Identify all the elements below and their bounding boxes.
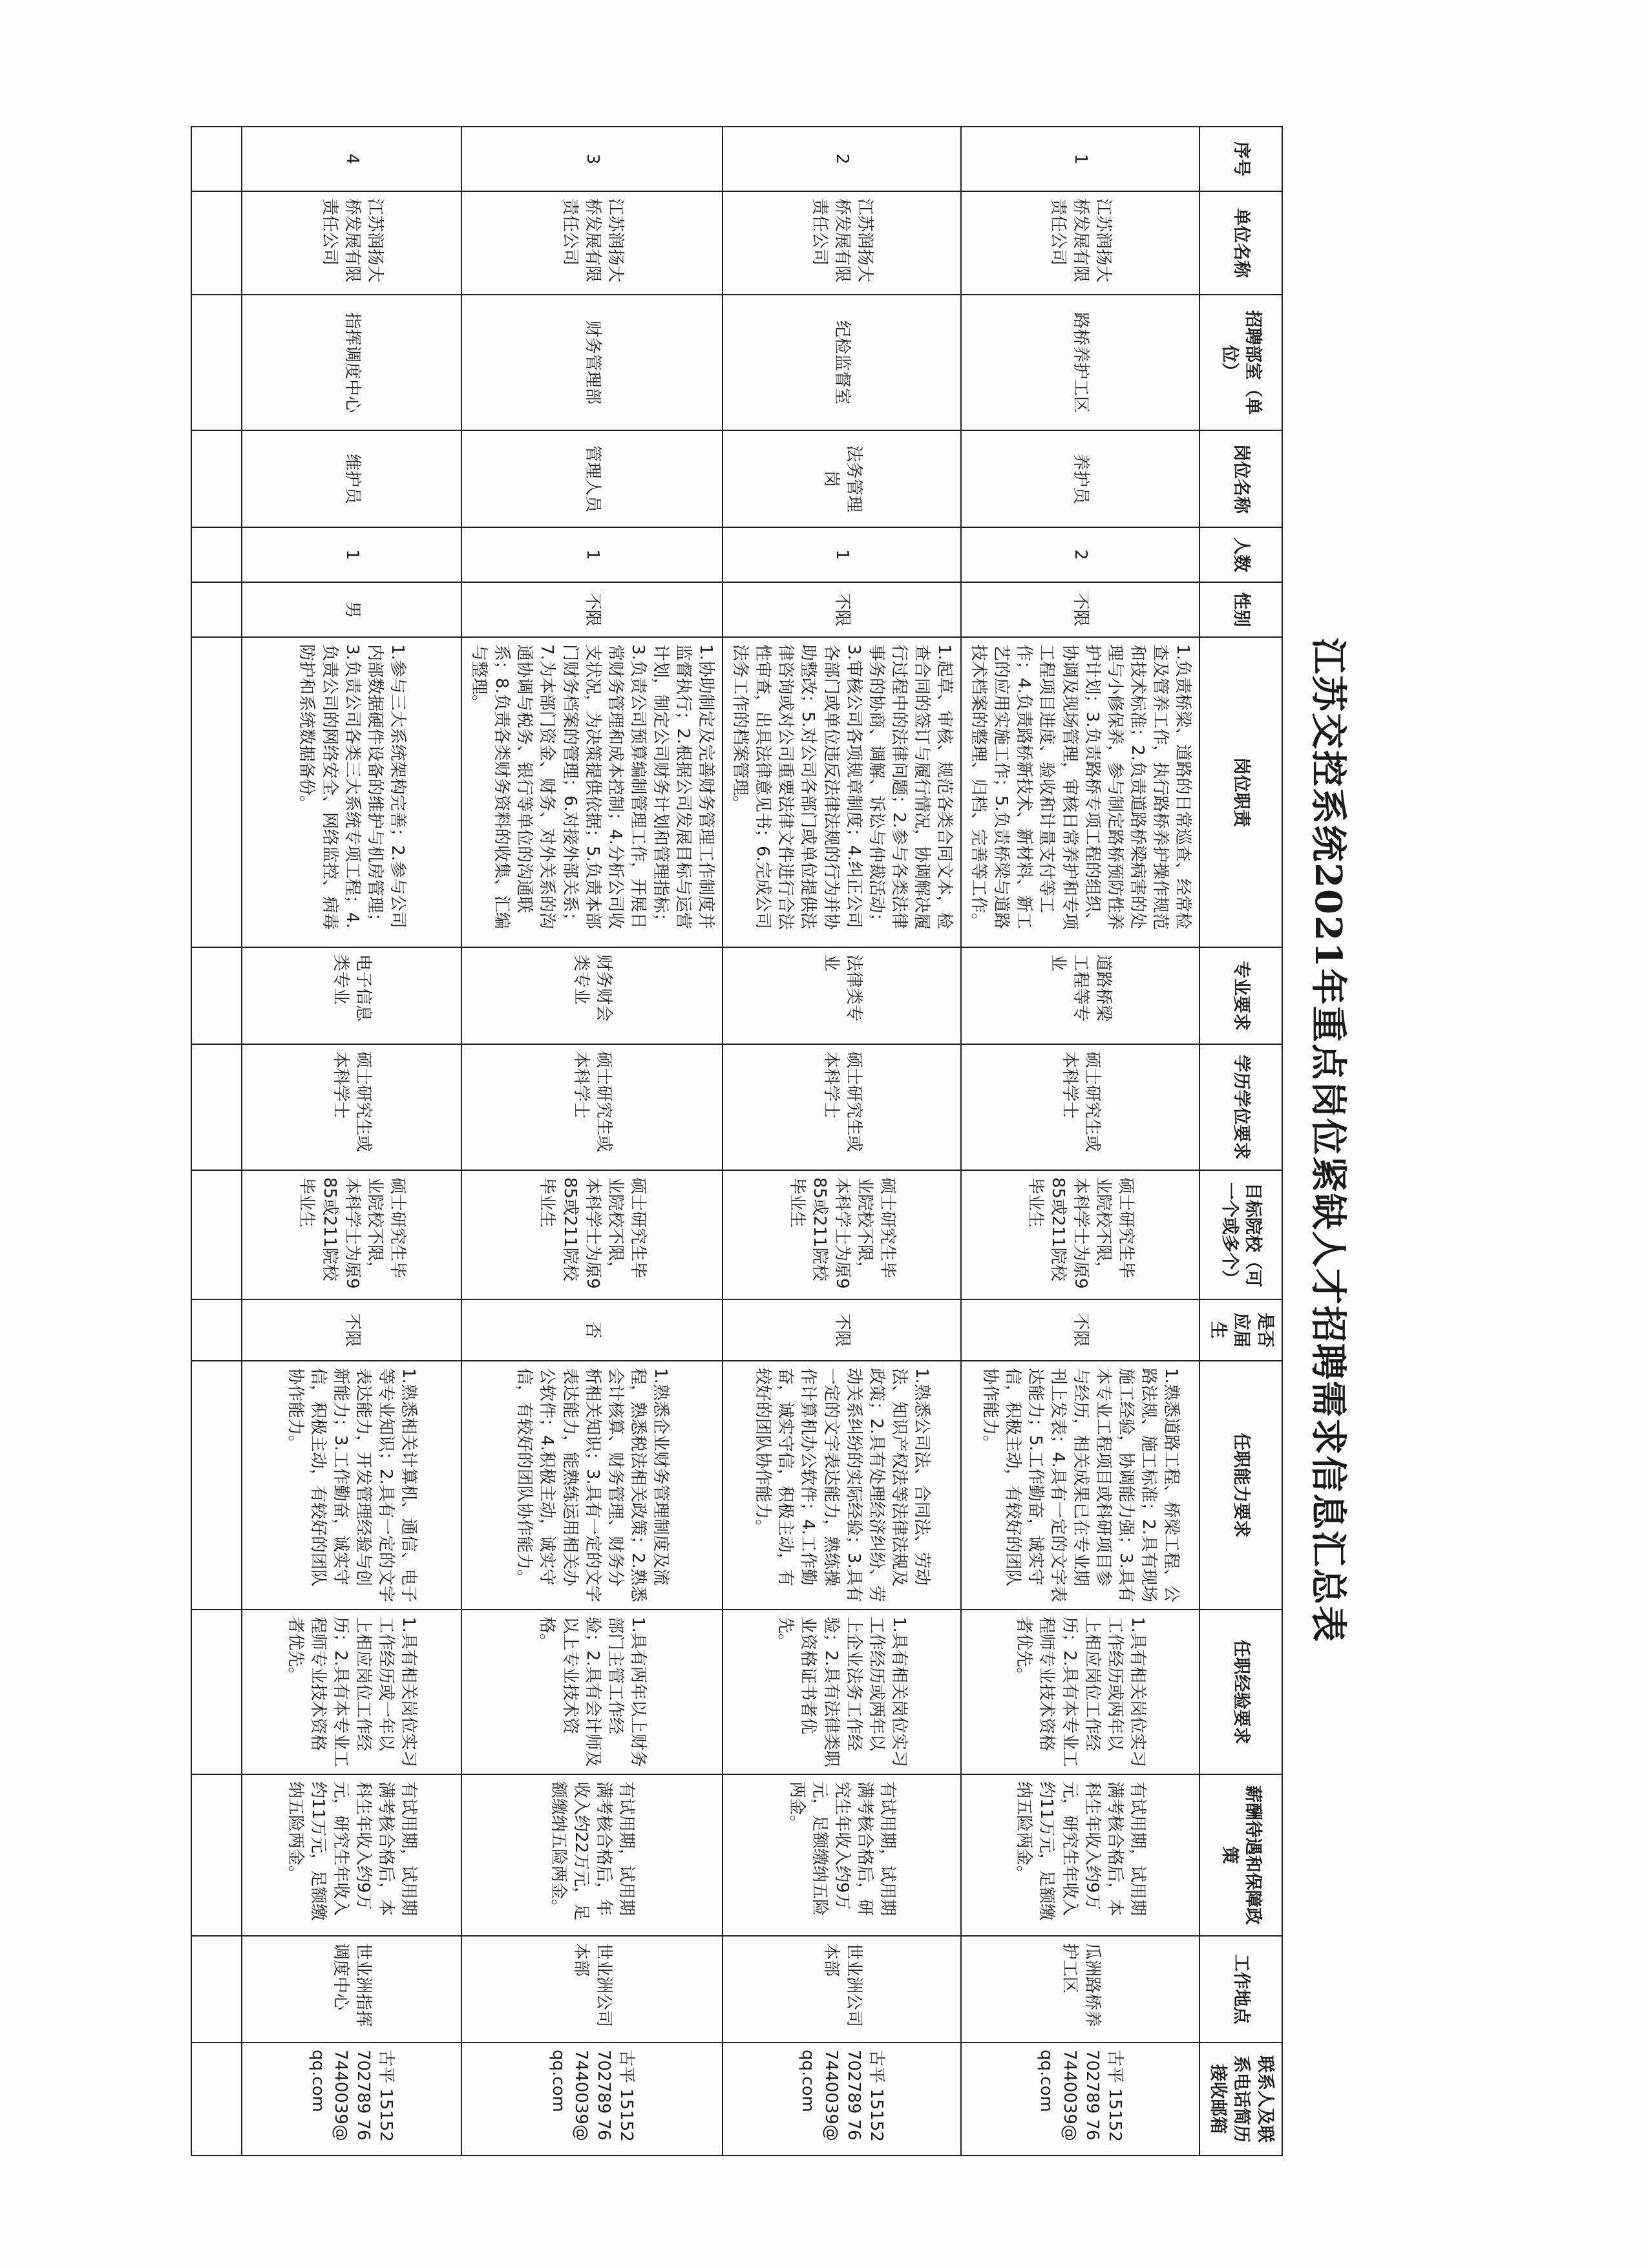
empty-cell [191,1936,242,2042]
cell-duties: 1.协助制定及完善财务管理工作制度并监督执行；2.根据公司发展目标与运营计划，制定公司财务计划和管理指标；3.负责公司预算编制管理工作，开展日常财务管理和成本控制；4.分析公司收支状况，为决策提供依据；5.负责本部门财务档案的管理；6.对接外部关系；7.为本部门资金、财务、对外关系的沟通协调与税务、银行等单位的沟通联系；8.负责各类财务资料的收集、汇编与整理。 [461,637,723,947]
header-salary: 薪酬待遇和保障政策 [1199,1774,1282,1936]
cell-degree: 硕士研究生或本科学士 [242,1044,461,1170]
empty-cell [191,527,242,582]
cell-position: 法务管理岗 [723,430,961,527]
header-unit: 单位名称 [1199,191,1282,295]
header-degree: 学历学位要求 [1199,1044,1282,1170]
cell-major: 法律类专业 [723,947,961,1044]
cell-position: 养护员 [961,430,1199,527]
cell-duties: 1.负责桥梁、道路的日常巡查、经常检查及管养工作，执行路桥养护操作规范和技术标准；2.负责道路桥梁病害的处理与小修保养，参与制定路桥预防性养护计划；3.负责路桥专项工程的组织、协调及现场管理，审核日常养护和专项工程项目进度、验收和计量支付等工作；4.负责路桥新技术、新材料、新工艺的应用实施工作；5.负责桥梁与道路技术档案的整理、归档、完善等工作。 [961,637,1199,947]
cell-school: 硕士研究生毕业院校不限，本科学士为原985或211院校毕业生 [961,1170,1199,1299]
empty-cell [191,582,242,637]
empty-cell [191,1170,242,1299]
cell-fresh: 否 [461,1299,723,1361]
cell-count: 1 [461,527,723,582]
cell-location: 世业洲指挥调度中心 [242,1936,461,2042]
empty-cell [191,2042,242,2156]
cell-position: 维护员 [242,430,461,527]
cell-school: 硕士研究生毕业院校不限，本科学士为原985或211院校毕业生 [723,1170,961,1299]
empty-cell [191,1044,242,1170]
header-school: 目标院校（可一个或多个） [1199,1170,1282,1299]
cell-dept: 路桥养护工区 [961,295,1199,430]
header-count: 人数 [1199,527,1282,582]
cell-major: 电子信息类专业 [242,947,461,1044]
cell-degree: 硕士研究生或本科学士 [461,1044,723,1170]
empty-row [191,127,242,2156]
cell-salary: 有试用期，试用期满考核合格后，研究生年收入约9万元，足额缴纳五险两金。 [723,1774,961,1936]
rotated-sheet [285,126,1364,2155]
empty-cell [191,295,242,430]
table-row [242,127,461,2156]
empty-cell [191,430,242,527]
empty-cell [191,1299,242,1361]
empty-cell [191,637,242,947]
cell-unit: 江苏润扬大桥发展有限责任公司 [961,191,1199,295]
cell-degree: 硕士研究生或本科学士 [961,1044,1199,1170]
cell-fresh: 不限 [242,1299,461,1361]
cell-contact: 古平 15152702789 767440039@qq.com [723,2042,961,2156]
recruitment-table [191,126,1283,2156]
cell-school: 硕士研究生毕业院校不限，本科学士为原985或211院校毕业生 [242,1170,461,1299]
cell-experience: 1.具有相关岗位实习工作经历或一年以上相应岗位工作经历；2.具有本专业工程师专业技术资格者优先。 [242,1610,461,1774]
cell-school: 硕士研究生毕业院校不限，本科学士为原985或211院校毕业生 [461,1170,723,1299]
cell-duties: 1.起草、审核、规范各类合同文本，检查合同的签订与履行情况，协调解决履行过程中的法律问题；2.参与各类法律事务的协商、调解、诉讼与仲裁活动；3.审核公司各项规章制度；4.纠正公司各部门或单位违反法律法规的行为并协助整改；5.对公司各部门或单位提供法律咨询或对公司重要法律文件进行合法性审查，出具法律意见书；6.完成公司法务工作的档案管理。 [723,637,961,947]
header-seq: 序号 [1199,127,1282,191]
cell-gender: 男 [242,582,461,637]
table-row [461,127,723,2156]
cell-fresh: 不限 [723,1299,961,1361]
header-contact: 联系人及联系电话简历接收邮箱 [1199,2042,1282,2156]
header-location: 工作地点 [1199,1936,1282,2042]
header-position: 岗位名称 [1199,430,1282,527]
cell-ability: 1.熟悉公司法、合同法、劳动法、知识产权法等法律法规及政策；2.具有处理经济纠纷、劳动关系纠纷的实际经验；3.具有一定的文字表达能力，熟练操作计算机办公软件；4.工作勤奋，诚实守信，积极主动，有较好的团队协作能力。 [723,1361,961,1610]
cell-seq: 4 [242,127,461,191]
cell-degree: 硕士研究生或本科学士 [723,1044,961,1170]
cell-count: 1 [242,527,461,582]
cell-dept: 财务管理部 [461,295,723,430]
cell-major: 财务财会类专业 [461,947,723,1044]
empty-cell [191,1774,242,1936]
empty-cell [191,127,242,191]
cell-unit: 江苏润扬大桥发展有限责任公司 [723,191,961,295]
empty-cell [191,191,242,295]
cell-dept: 纪检监督室 [723,295,961,430]
cell-salary: 有试用期，试用期满考核合格后，本科生年收入约9万元，研究生年收入约11万元，足额缴纳五险两金。 [961,1774,1199,1936]
header-fresh: 是否应届生 [1199,1299,1282,1361]
header-row [1199,127,1282,2156]
header-dept: 招聘部室（单位） [1199,295,1282,430]
cell-experience: 1.具有两年以上财务部门主管工作经验；2.具有会计师及以上专业技术资格。 [461,1610,723,1774]
cell-contact: 古平 15152702789 767440039@qq.com [961,2042,1199,2156]
cell-salary: 有试用期，试用期满考核合格后，本科生年收入约9万元，研究生年收入约11万元，足额缴纳五险两金。 [242,1774,461,1936]
cell-contact: 古平 15152702789 767440039@qq.com [461,2042,723,2156]
cell-seq: 3 [461,127,723,191]
cell-experience: 1.具有相关岗位实习工作经历或两年以上相应岗位工作经历；2.具有本专业工程师专业技术资格者优先。 [961,1610,1199,1774]
cell-duties: 1.参与三大系统架构完善；2.参与公司内部数据硬件设备的维护与机房管理；3.负责公司各类三大系统专项工程；4.负责公司的网络安全、网络监控、病毒防护和系统数据备份。 [242,637,461,947]
cell-unit: 江苏润扬大桥发展有限责任公司 [242,191,461,295]
empty-cell [191,1610,242,1774]
header-gender: 性别 [1199,582,1282,637]
cell-contact: 古平 15152702789 767440039@qq.com [242,2042,461,2156]
empty-cell [191,947,242,1044]
cell-location: 世业洲公司本部 [461,1936,723,2042]
cell-dept: 指挥调度中心 [242,295,461,430]
cell-major: 道路桥梁工程等专业 [961,947,1199,1044]
cell-gender: 不限 [961,582,1199,637]
header-major: 专业要求 [1199,947,1282,1044]
page-title: 江苏交控系统2021年重点岗位紧缺人才招聘需求信息汇总表 [1307,638,1349,1643]
cell-ability: 1.熟悉企业财务管理制度及流程，熟悉税法相关政策；2.熟悉会计核算、财务管理、财务分析相关知识；3.具有一定的文字表达能力，能熟练运用相关办公软件；4.积极主动，诚实守信，有较好的团队协作能力。 [461,1361,723,1610]
header-duties: 岗位职责 [1199,637,1282,947]
table-row [723,127,961,2156]
cell-position: 管理人员 [461,430,723,527]
cell-gender: 不限 [461,582,723,637]
cell-location: 世业洲公司本部 [723,1936,961,2042]
cell-unit: 江苏润扬大桥发展有限责任公司 [461,191,723,295]
table-row [961,127,1199,2156]
cell-ability: 1.熟悉相关计算机、通信、电子等专业知识；2.具有一定的文字表达能力，开发管理经验与创新能力；3.工作勤奋，诚实守信，积极主动，有较好的团队协作能力。 [242,1361,461,1610]
empty-cell [191,1361,242,1610]
cell-experience: 1.具有相关岗位实习工作经历或两年以上企业法务工作经验；2.具有法律类职业资格证书者优先。 [723,1610,961,1774]
cell-location: 瓜洲路桥养护工区 [961,1936,1199,2042]
cell-seq: 2 [723,127,961,191]
cell-salary: 有试用期，试用期满考核合格后，年收入约22万元，足额缴纳五险两金。 [461,1774,723,1936]
cell-count: 1 [723,527,961,582]
header-ability: 任职能力要求 [1199,1361,1282,1610]
cell-seq: 1 [961,127,1199,191]
header-experience: 任职经验要求 [1199,1610,1282,1774]
cell-ability: 1.熟悉道路工程、桥梁工程、公路法规、施工标准；2.具有现场施工经验，协调能力强；3.具有本专业工程项目或科研项目参与经历，相关成果已在专业期刊上发表；4.具有一定的文字表达能力；5.工作勤奋，诚实守信，积极主动，有较好的团队协作能力。 [961,1361,1199,1610]
cell-fresh: 不限 [961,1299,1199,1361]
cell-count: 2 [961,527,1199,582]
cell-gender: 不限 [723,582,961,637]
